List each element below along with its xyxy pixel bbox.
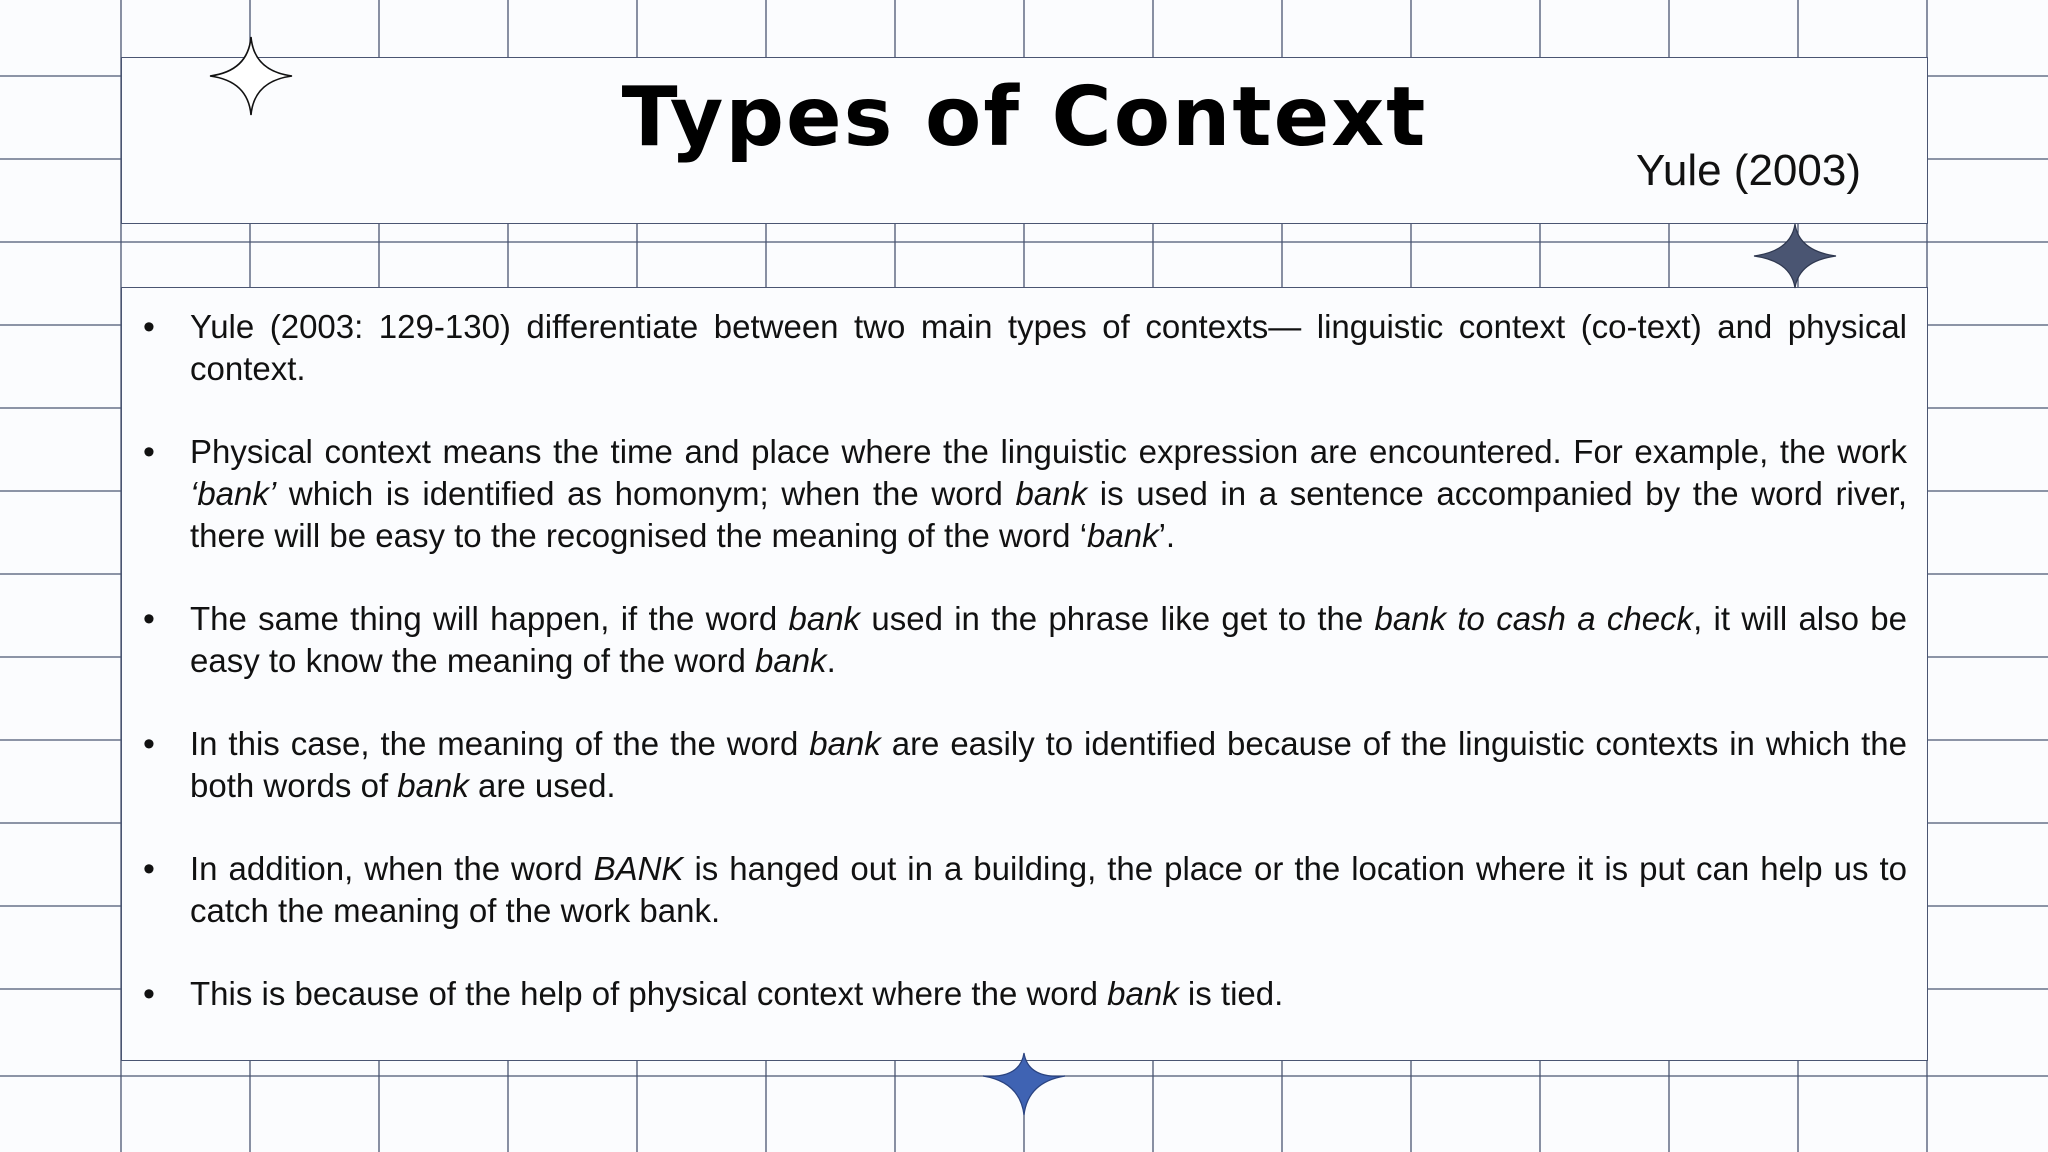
source-citation: Yule (2003) [1635, 146, 1861, 195]
bullet-text: The same thing will happen, if the word [190, 600, 789, 637]
bullet-item [143, 306, 1907, 390]
bullet-text: Physical context means the time and place where the linguistic expression are encountered. For example, the work [190, 433, 1907, 470]
bullet-text: is used in a sentence accompanied by the word river, there will be easy to the recognised the meaning of the word ‘ [190, 475, 1907, 554]
bullet-text: used in the phrase like get to the [860, 600, 1375, 637]
bullet-item [143, 431, 1907, 557]
bullet-text: are used. [468, 767, 616, 804]
bullet-text: which is identified as homonym; when the word [276, 475, 1016, 512]
bullet-text: . [826, 642, 836, 679]
bullet-text-italic: bank [397, 767, 469, 804]
bullet-item [143, 973, 1907, 1015]
content-panel [121, 287, 1928, 1061]
bullet-text-italic: BANK [593, 850, 684, 887]
bullet-text: In addition, when the word [190, 850, 594, 887]
sparkle-blue-icon [982, 1052, 1066, 1116]
slide-title: Types of Context [621, 70, 1428, 165]
bullet-text-italic: bank [788, 600, 861, 637]
bullet-text-italic: bank [755, 642, 827, 679]
bullet-list [122, 288, 1927, 1015]
bullet-text-italic: bank [1015, 475, 1088, 512]
bullet-text: is hanged out in a building, the place or the location where it is put can help us to catch the meaning of the work bank. [190, 850, 1907, 929]
bullet-item [143, 598, 1907, 682]
bullet-text: is tied. [1178, 975, 1284, 1012]
bullet-text-italic: bank [1087, 517, 1159, 554]
bullet-text: This is because of the help of physical context where the word [190, 975, 1108, 1012]
bullet-dot-icon: • [143, 725, 155, 763]
bullet-text: are easily to identified because of the linguistic contexts in which the both words of [190, 725, 1907, 804]
bullet-text-italic: ‘bank’ [190, 475, 277, 512]
bullet-text: In this case, the meaning of the the word [190, 725, 810, 762]
bullet-text: , it will also be easy to know the meaning of the word [190, 600, 1907, 679]
bullet-item [143, 848, 1907, 932]
title-panel [121, 57, 1928, 224]
bullet-item [143, 723, 1907, 807]
bullet-text-italic: bank [809, 725, 881, 762]
bullet-dot-icon: • [143, 850, 155, 888]
bullet-text-italic: bank to cash a check [1374, 600, 1694, 637]
bullet-text: Yule (2003: 129-130) differentiate between two main types of contexts— linguistic context (co-text) and physical context. [190, 308, 1907, 387]
sparkle-dark-icon [1753, 223, 1837, 289]
bullet-dot-icon: • [143, 433, 155, 471]
bullet-text: ’. [1158, 517, 1176, 554]
sparkle-outline-icon [209, 36, 293, 116]
bullet-dot-icon: • [143, 600, 155, 638]
bullet-dot-icon: • [143, 975, 155, 1013]
bullet-text-italic: bank [1107, 975, 1179, 1012]
bullet-dot-icon: • [143, 308, 155, 346]
